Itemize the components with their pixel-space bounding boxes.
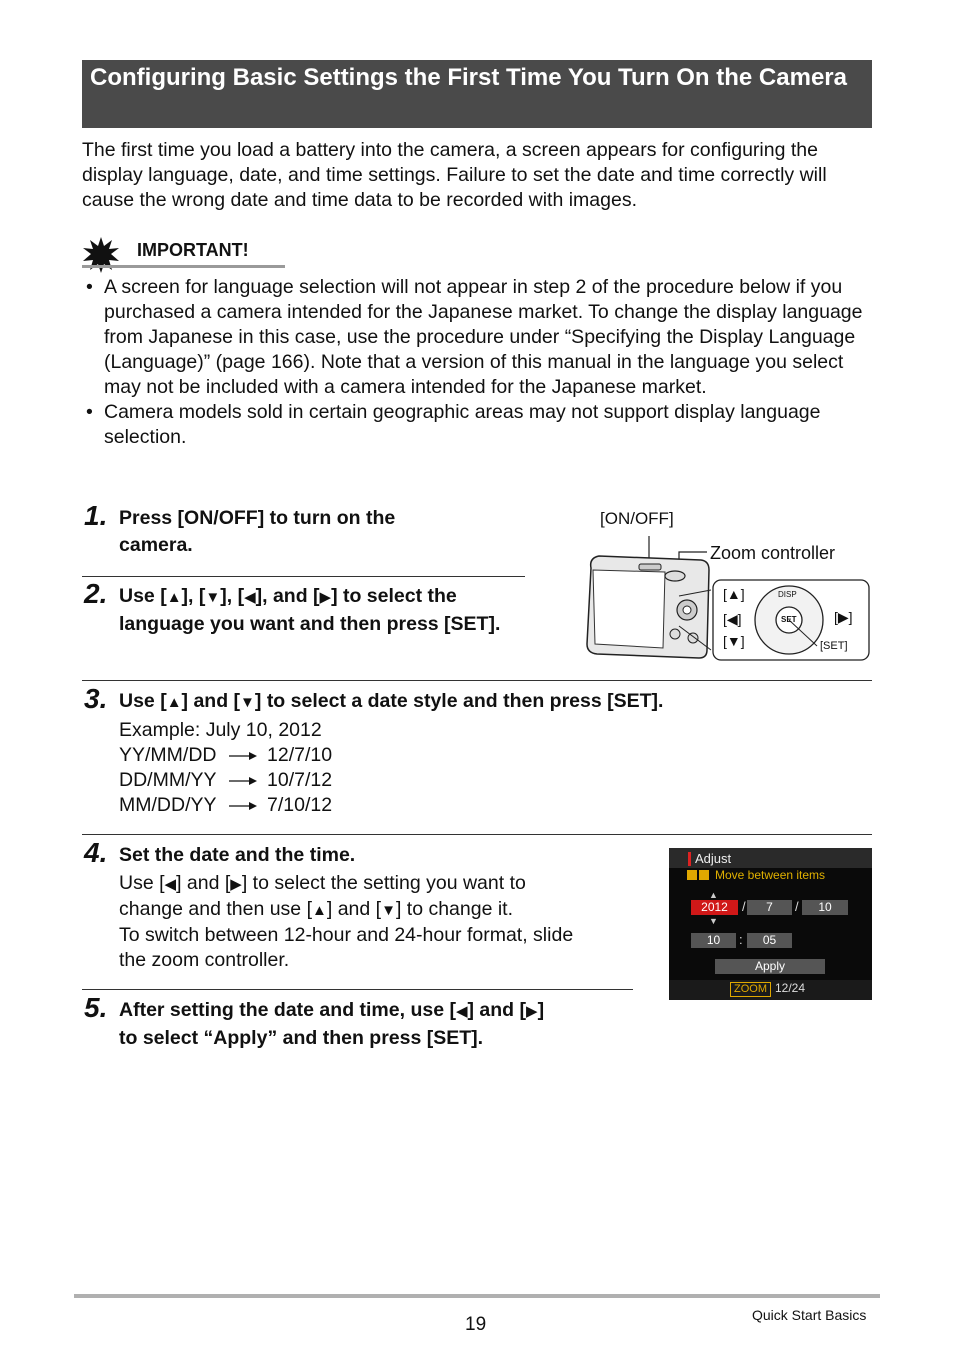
up-key-label: [▲] <box>723 586 745 602</box>
footer-section-name: Quick Start Basics <box>752 1307 867 1323</box>
step-4-line: Use [◀] and [▶] to select the setting you want to <box>119 872 526 894</box>
step-4-body <box>119 871 639 973</box>
right-triangle-icon: ▶ <box>526 1003 538 1020</box>
footer-rule <box>74 1294 880 1298</box>
lcd-day-field: 10 <box>802 900 848 915</box>
lcd-minute-field: 05 <box>747 933 792 948</box>
date-format-row: YY/MM/DD 12/7/10 <box>119 744 333 766</box>
down-key-label: [▼] <box>723 633 745 649</box>
arrow-right-icon <box>229 776 267 786</box>
lcd-left-arrow-icon <box>687 870 697 880</box>
lcd-zoom-badge: ZOOM <box>730 982 771 997</box>
step-4-line: To switch between 12-hour and 24-hour format, slide <box>119 924 574 946</box>
step-divider <box>82 834 872 835</box>
date-format-row: DD/MM/YY 10/7/12 <box>119 769 333 791</box>
right-key-label: [▶] <box>834 609 853 625</box>
down-triangle-icon: ▼ <box>240 694 255 711</box>
step-4-text: Set the date and the time. <box>119 844 356 866</box>
important-label: IMPORTANT! <box>137 240 249 260</box>
lcd-title: Adjust <box>695 851 732 866</box>
date-format-row: MM/DD/YY 7/10/12 <box>119 794 333 816</box>
step-2-number: 2. <box>84 578 108 609</box>
step-5-text: After setting the date and time, use [◀] and [▶] to select “Apply” and then press [SET]. <box>119 999 545 1049</box>
disp-button-label: DISP <box>778 590 797 599</box>
step-2-text: Use [▲], [▼], [◀], and [▶] to select the language you want and then press [SET]. <box>119 585 501 635</box>
step-4-line: change and then use [▲] and [▼] to change it. <box>119 898 514 920</box>
lcd-apply-button: Apply <box>715 959 825 974</box>
down-triangle-icon: ▼ <box>381 902 396 919</box>
right-triangle-icon: ▶ <box>230 876 242 893</box>
step-4-number: 4. <box>84 837 108 868</box>
intro-paragraph: The first time you load a battery into the camera, a screen appears for configuring the display language, date, and time settings. Failure to set the date and time correctly will cause the wrong date and time data to be recorded with images. <box>82 139 827 211</box>
date-format-list <box>119 743 379 818</box>
step-1-text: Press [ON/OFF] to turn on the camera. <box>119 507 396 556</box>
lcd-separator: / <box>795 899 799 914</box>
important-bullets <box>82 275 872 450</box>
bullet-item: • Camera models sold in certain geographic areas may not support display language selection. <box>82 400 872 450</box>
zoom-controller-label: Zoom controller <box>710 543 836 563</box>
set-key-label: [SET] <box>820 640 848 652</box>
set-button-label: SET <box>781 615 797 624</box>
bullet-item: • A screen for language selection will not appear in step 2 of the procedure below if you purchased a camera intended for the Japanese market. To change the display language from Japanese in this case, use the procedure under “Specifying the Display Language (Language)” (page 166). Note that a version of this manual in the language you select may not be included with a camera intended for the Japanese market. <box>82 275 872 400</box>
lcd-separator: / <box>742 899 746 914</box>
step-divider <box>82 989 633 990</box>
lcd-right-arrow-icon <box>699 870 709 880</box>
lcd-title-marker <box>688 852 691 866</box>
page-number: 19 <box>465 1314 487 1335</box>
section-title-bar <box>82 60 872 128</box>
lcd-up-arrow-icon: ▲ <box>709 890 718 900</box>
date-example: Example: July 10, 2012 <box>119 719 322 741</box>
left-key-label: [◀] <box>723 611 742 627</box>
lcd-separator: : <box>739 932 743 947</box>
lcd-month-field: 7 <box>747 900 792 915</box>
up-triangle-icon: ▲ <box>166 694 182 711</box>
step-4-line: the zoom controller. <box>119 949 290 971</box>
important-underline <box>82 265 285 268</box>
left-triangle-icon: ◀ <box>455 1003 468 1020</box>
lcd-format-label: 12/24 <box>775 981 806 995</box>
step-3-number: 3. <box>84 683 108 714</box>
down-triangle-icon: ▼ <box>205 589 221 606</box>
step-3-text: Use [▲] and [▼] to select a date style and then press [SET]. <box>119 690 664 712</box>
right-triangle-icon: ▶ <box>319 589 332 606</box>
arrow-right-icon <box>229 801 267 811</box>
step-5-number: 5. <box>84 992 108 1023</box>
arrow-right-icon <box>229 751 267 761</box>
page-title: Configuring Basic Settings the First Time You Turn On the Camera <box>90 64 847 91</box>
lcd-down-arrow-icon: ▼ <box>709 916 718 926</box>
lcd-hint: Move between items <box>715 868 826 882</box>
step-divider <box>82 576 525 577</box>
step-1-number: 1. <box>84 500 108 531</box>
left-triangle-icon: ◀ <box>164 876 177 893</box>
on-off-label: [ON/OFF] <box>600 509 674 528</box>
lcd-year-field: 2012 <box>691 900 738 915</box>
left-triangle-icon: ◀ <box>244 589 256 606</box>
lcd-screen <box>669 848 872 1000</box>
up-triangle-icon: ▲ <box>312 902 327 919</box>
lcd-hour-field: 10 <box>691 933 736 948</box>
step-divider <box>82 680 872 681</box>
up-triangle-icon: ▲ <box>166 589 182 606</box>
